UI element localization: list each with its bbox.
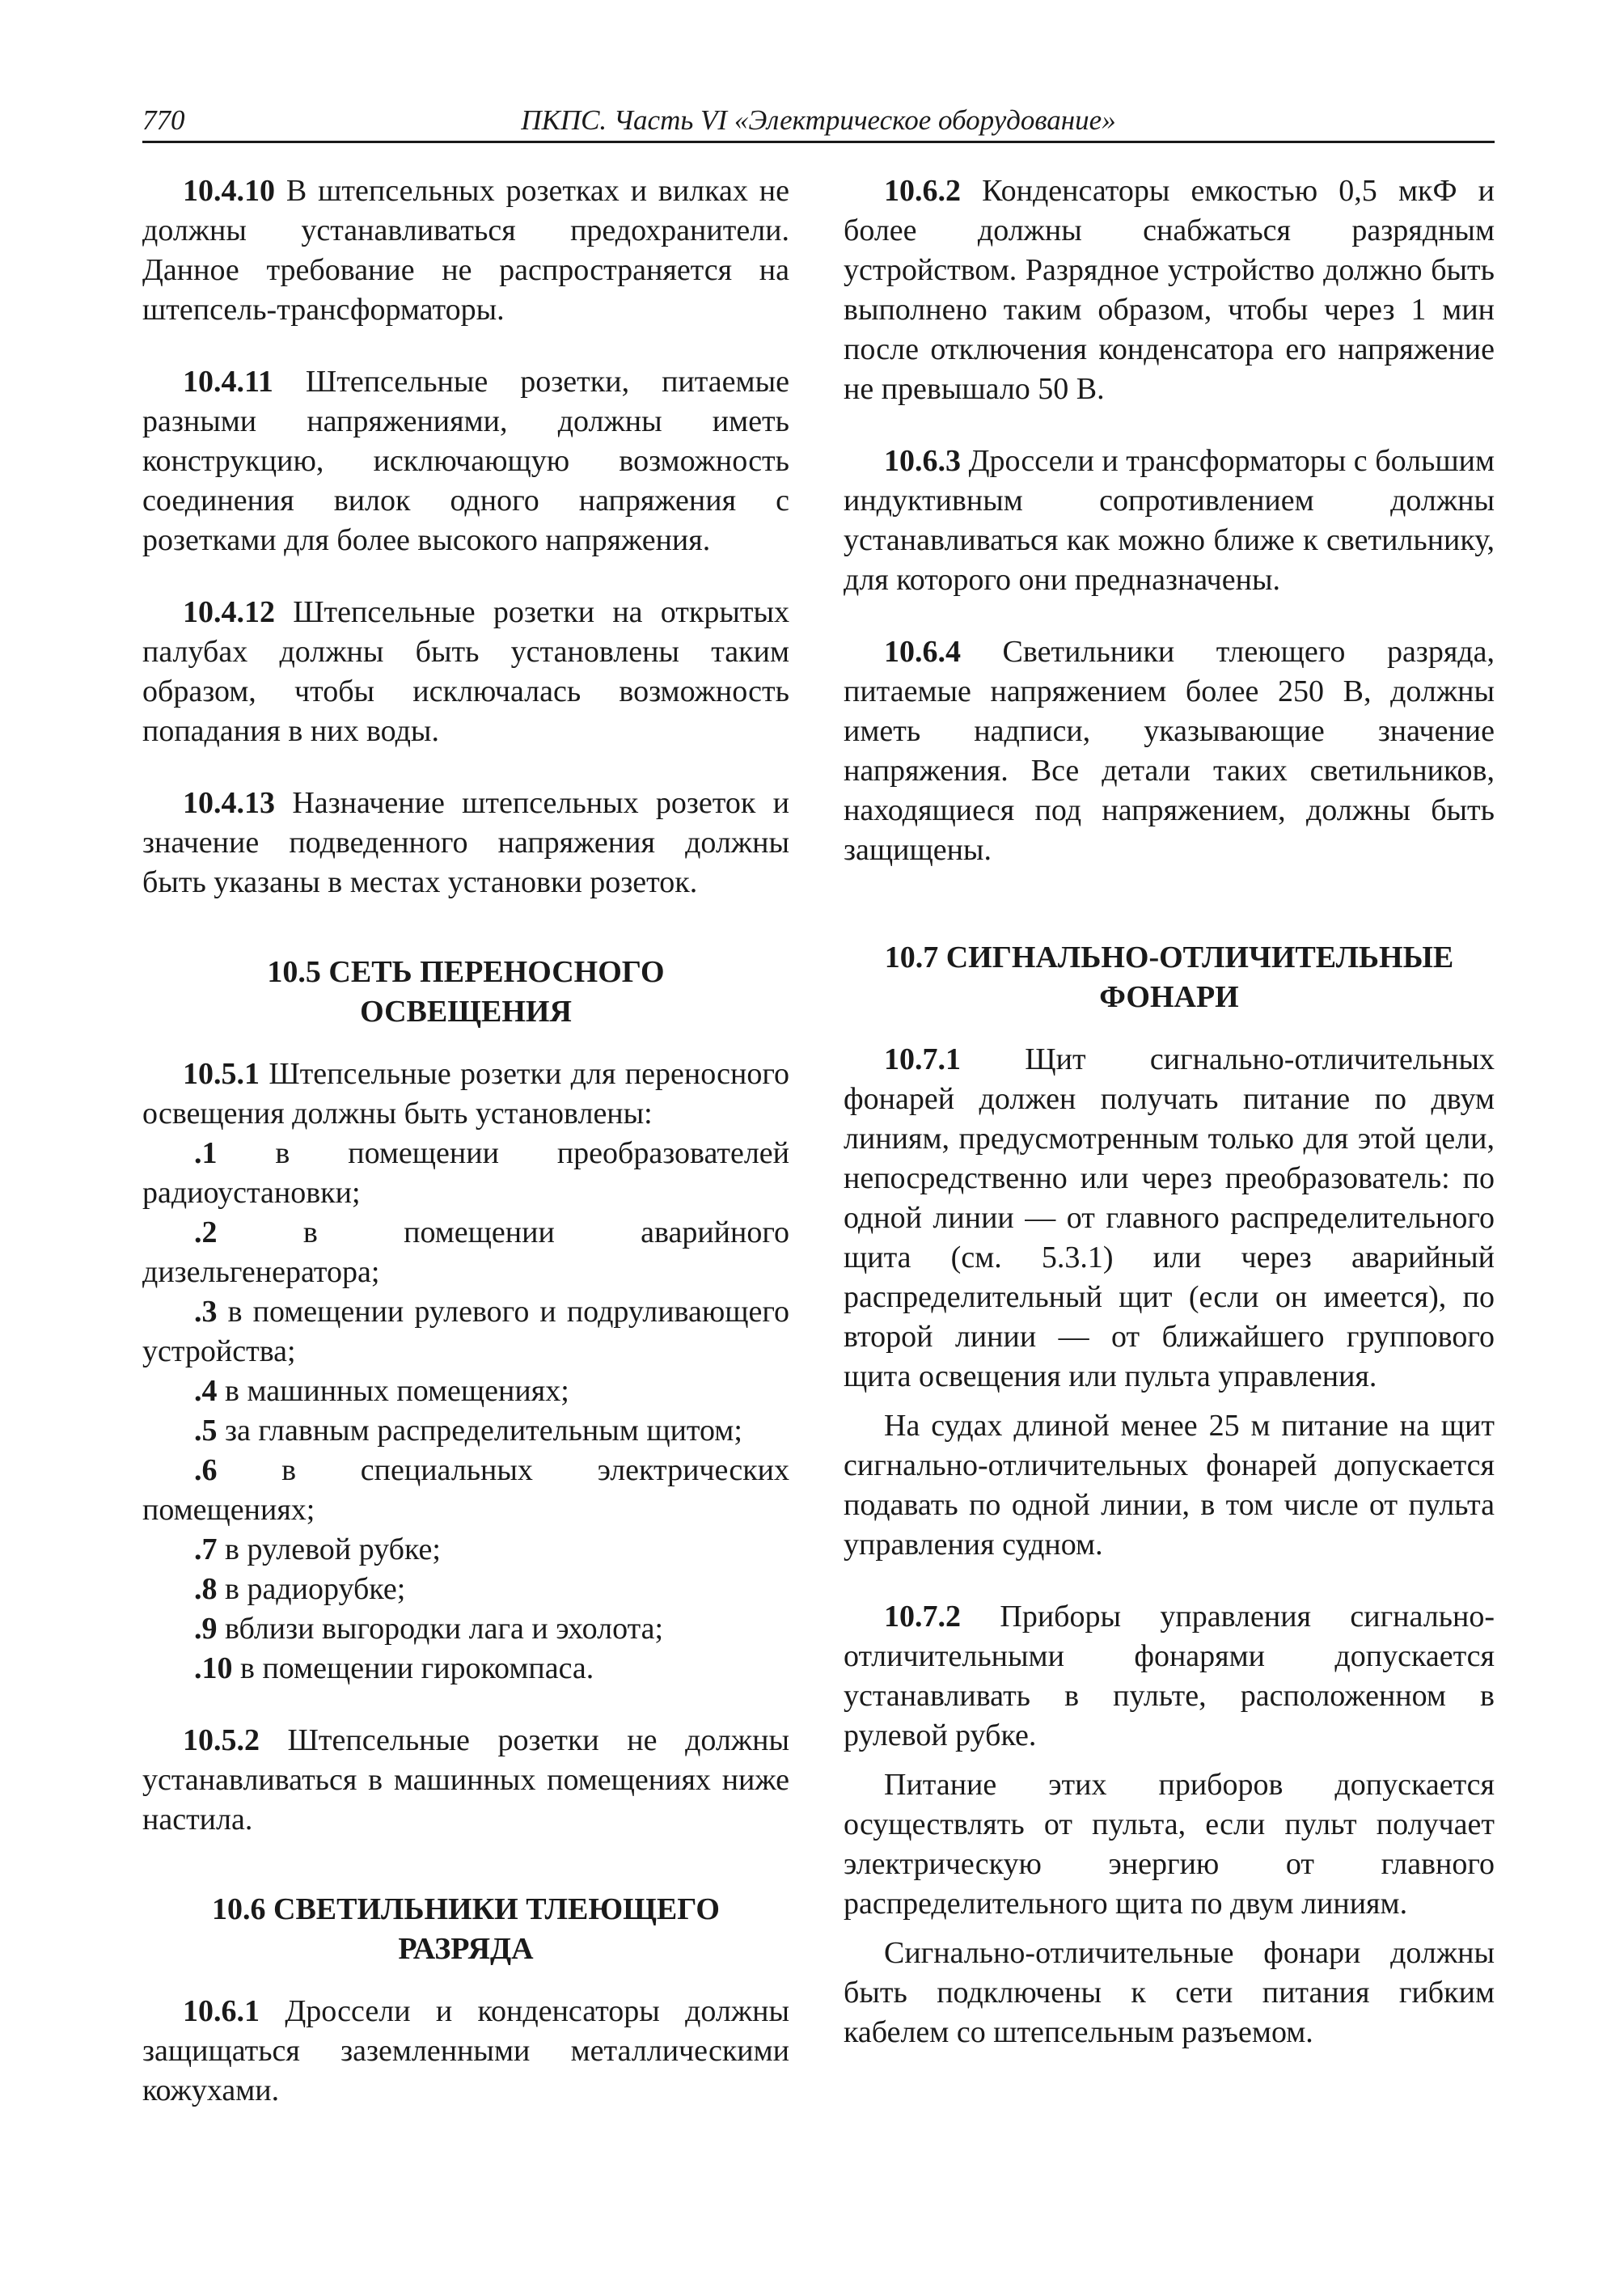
list-item-number: .1 bbox=[194, 1136, 218, 1170]
running-title: ПКПС. Часть VI «Электрическое оборудование» bbox=[521, 104, 1116, 136]
list-item-number: .5 bbox=[194, 1414, 218, 1448]
list-item-number: .6 bbox=[194, 1453, 218, 1487]
page-header bbox=[142, 100, 1495, 143]
list-item-number: .8 bbox=[194, 1572, 218, 1606]
paragraph-10-6-3 bbox=[844, 442, 1495, 600]
list-item-number: .9 bbox=[194, 1612, 218, 1646]
paragraph-10-4-11 bbox=[142, 362, 789, 560]
clause-text: Штепсельные розетки не должны устанавливаться в машинных помещениях ниже настила. bbox=[142, 1723, 789, 1837]
clause-number: 10.6.3 bbox=[884, 444, 961, 478]
clause-text: Дроссели и конденсаторы должны защищаться заземленными металлическими кожухами. bbox=[142, 1994, 789, 2107]
paragraph-10-4-10 bbox=[142, 171, 789, 330]
paragraph-10-7-2 bbox=[844, 1597, 1495, 1756]
clause-number: 10.7.1 bbox=[884, 1042, 961, 1076]
paragraph-10-7-2-final: Сигнально-отличительные фонари должны быть подключены к сети питания гибким кабелем со штепсельным разъемом. bbox=[844, 1936, 1495, 2049]
clause-number: 10.4.11 bbox=[183, 365, 273, 399]
clause-number: 10.4.10 bbox=[183, 174, 275, 208]
list-item-text: за главным распределительным щитом; bbox=[217, 1414, 742, 1448]
paragraph-10-4-12 bbox=[142, 593, 789, 751]
list-item bbox=[142, 1411, 789, 1451]
list-item-number: .10 bbox=[194, 1651, 233, 1685]
clause-text: Штепсельные розетки на открытых палубах должны быть установлены таким образом, чтобы исключалась возможность попадания в них воды. bbox=[142, 595, 789, 748]
paragraph-10-7-1-continued: На судах длиной менее 25 м питание на щит сигнально-отличительных фонарей допускается подавать по одной линии, в том числе от пульта управления судном. bbox=[844, 1409, 1495, 1562]
list-item bbox=[142, 1372, 789, 1411]
list-item-text: в помещении аварийного дизельгенератора; bbox=[142, 1215, 789, 1289]
clause-number: 10.5.1 bbox=[183, 1057, 260, 1091]
list-item bbox=[142, 1451, 789, 1530]
clause-number: 10.4.13 bbox=[183, 786, 275, 820]
clause-number: 10.6.2 bbox=[884, 174, 961, 208]
list-item-text: в специальных электрических помещениях; bbox=[142, 1453, 789, 1527]
list-item bbox=[142, 1609, 789, 1649]
left-column bbox=[142, 171, 789, 2111]
clause-text: Штепсельные розетки для переносного освещения должны быть установлены: bbox=[142, 1057, 789, 1131]
clause-number: 10.4.12 bbox=[183, 595, 275, 629]
clause-number: 10.6.1 bbox=[183, 1994, 260, 2028]
list-item-text: вблизи выгородки лага и эхолота; bbox=[217, 1612, 664, 1646]
list-item-text: в помещении гирокомпаса. bbox=[232, 1651, 594, 1685]
list-item-number: .4 bbox=[194, 1374, 218, 1408]
list-item-text: в рулевой рубке; bbox=[217, 1532, 441, 1566]
list-item bbox=[142, 1134, 789, 1213]
list-item-text: в помещении преобразователей радиоустановки; bbox=[142, 1136, 789, 1210]
clause-number: 10.5.2 bbox=[183, 1723, 260, 1757]
list-item-text: в машинных помещениях; bbox=[217, 1374, 569, 1408]
list-item-text: в помещении рулевого и подруливающего устройства; bbox=[142, 1295, 789, 1368]
clause-number: 10.7.2 bbox=[884, 1600, 961, 1634]
clause-text: Приборы управления сигнально-отличительными фонарями допускается устанавливать в пульте, расположенном в рулевой рубке. bbox=[844, 1600, 1495, 1752]
paragraph-10-5-1 bbox=[142, 1055, 789, 1134]
paragraph-10-7-1 bbox=[844, 1040, 1495, 1397]
list-item bbox=[142, 1530, 789, 1570]
clause-text: В штепсельных розетках и вилках не должны устанавливаться предохранители. Данное требование не распространяется на штепсель-трансформаторы. bbox=[142, 174, 789, 327]
right-column bbox=[844, 171, 1495, 2052]
section-heading-10-5: 10.5 СЕТЬ ПЕРЕНОСНОГО ОСВЕЩЕНИЯ bbox=[267, 955, 665, 1029]
list-item bbox=[142, 1292, 789, 1372]
paragraph-10-6-4 bbox=[844, 632, 1495, 870]
paragraph-10-5-2 bbox=[142, 1721, 789, 1840]
list-item bbox=[142, 1213, 789, 1292]
list-item bbox=[142, 1649, 789, 1689]
paragraph-10-6-1 bbox=[142, 1992, 789, 2111]
clause-text: Назначение штепсельных розеток и значение подведенного напряжения должны быть указаны в местах установки розеток. bbox=[142, 786, 789, 899]
list-item-text: в радиорубке; bbox=[217, 1572, 406, 1606]
section-heading-10-7: 10.7 СИГНАЛЬНО-ОТЛИЧИТЕЛЬНЫЕ ФОНАРИ bbox=[884, 940, 1454, 1014]
clause-text: Дроссели и трансформаторы с большим индуктивным сопротивлением должны устанавливаться как можно ближе к светильнику, для которого они предназначены. bbox=[844, 444, 1495, 597]
clause-text: Светильники тлеющего разряда, питаемые напряжением более 250 В, должны иметь надписи, указывающие значение напряжения. Все детали таких светильников, находящиеся под напряжением, должны быть защищены. bbox=[844, 635, 1495, 867]
paragraph-10-7-2-continued: Питание этих приборов допускается осуществлять от пульта, если пульт получает электрическую энергию от главного распределительного щита по двум линиям. bbox=[844, 1768, 1495, 1921]
section-heading-10-6: 10.6 СВЕТИЛЬНИКИ ТЛЕЮЩЕГО РАЗРЯДА bbox=[212, 1892, 720, 1966]
paragraph-10-6-2 bbox=[844, 171, 1495, 409]
list-item-number: .3 bbox=[194, 1295, 218, 1329]
list-item bbox=[142, 1570, 789, 1609]
paragraph-10-4-13 bbox=[142, 784, 789, 902]
list-item-number: .7 bbox=[194, 1532, 218, 1566]
clause-text: Щит сигнально-отличительных фонарей должен получать питание по двум линиям, предусмотренным только для этой цели, непосредственно или через преобразователь: по одной линии — от главного распределительного щита (см. 5.3.1) или через аварийный распределительный щит (если он имеется), по второй линии — от ближайшего группового щита освещения или пульта управления. bbox=[844, 1042, 1495, 1393]
clause-text: Конденсаторы емкостью 0,5 мкФ и более должны снабжаться разрядным устройством. Разрядное устройство должно быть выполнено таким образом, чтобы через 1 мин после отключения конденсатора его напряжение не превышало 50 В. bbox=[844, 174, 1495, 406]
page-number: 770 bbox=[142, 104, 185, 136]
clause-text: Штепсельные розетки, питаемые разными напряжениями, должны иметь конструкцию, исключающую возможность соединения вилок одного напряжения с розетками для более высокого напряжения. bbox=[142, 365, 789, 557]
list-item-number: .2 bbox=[194, 1215, 218, 1249]
clause-number: 10.6.4 bbox=[884, 635, 961, 669]
